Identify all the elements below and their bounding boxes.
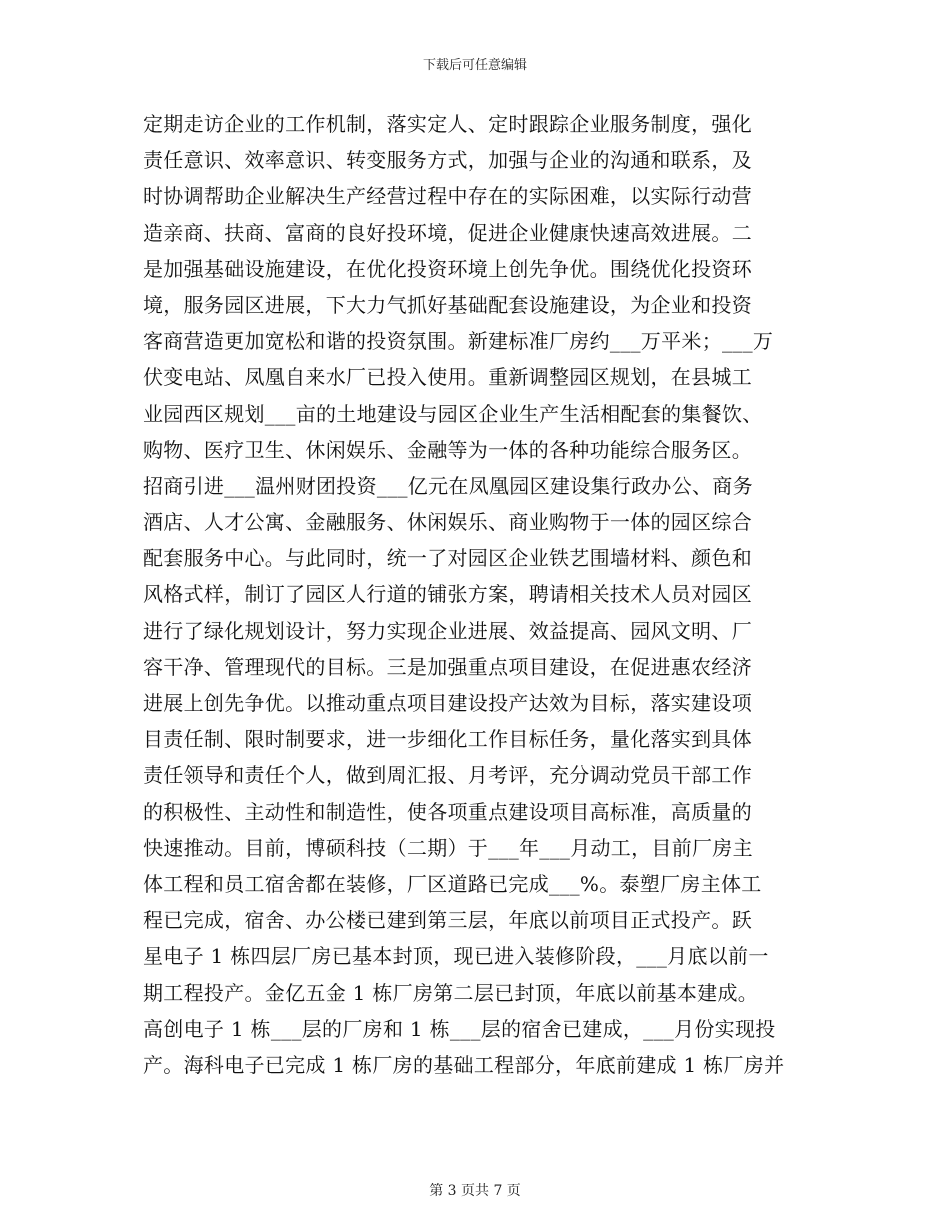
- page-header: 下载后可任意编辑: [422, 58, 527, 73]
- text-line: 目责任制、限时制要求，进一步细化工作目标任务，量化落实到具体: [143, 727, 752, 752]
- text-line: 业园西区规划___亩的土地建设与园区企业生产生活相配套的集餐饮、: [143, 401, 763, 426]
- text-line: 造亲商、扶商、富商的良好投环境，促进企业健康快速高效进展。二: [143, 220, 752, 245]
- text-line: 购物、医疗卫生、休闲娱乐、金融等为一体的各种功能综合服务区。: [143, 437, 752, 462]
- text-line: 配套服务中心。与此同时，统一了对园区企业铁艺围墙材料、颜色和: [143, 546, 752, 571]
- text-line: 是加强基础设施建设，在优化投资环境上创先争优。围绕优化投资环: [143, 256, 752, 281]
- text-line: 高创电子 1 栋___层的厂房和 1 栋___层的宿舍已建成，___月份实现投: [143, 1016, 776, 1041]
- text-line: 容干净、管理现代的目标。三是加强重点项目建设，在促进惠农经济: [143, 654, 752, 679]
- document-body: [143, 106, 823, 1083]
- text-line: 进展上创先争优。以推动重点项目建设投产达效为目标，落实建设项: [143, 691, 752, 715]
- text-line: 招商引进___温州财团投资___亿元在凤凰园区建设集行政办公、商务: [143, 473, 753, 498]
- text-line: 星电子 1 栋四层厂房已基本封顶，现已进入装修阶段，___月底以前一: [143, 944, 769, 969]
- text-line: 产。海科电子已完成 1 栋厂房的基础工程部分，年底前建成 1 栋厂房并: [143, 1052, 785, 1077]
- page-footer: 第 3 页共 7 页: [429, 1183, 521, 1199]
- text-line: 进行了绿化规划设计，努力实现企业进展、效益提高、园风文明、厂: [143, 618, 752, 643]
- text-line: 的积极性、主动性和制造性，使各项重点建设项目高标准，高质量的: [143, 799, 752, 824]
- text-line: 客商营造更加宽松和谐的投资氛围。新建标准厂房约___万平米；___万: [143, 329, 774, 354]
- text-line: 责任领导和责任个人，做到周汇报、月考评，充分调动党员干部工作: [143, 763, 752, 788]
- text-line: 体工程和员工宿舍都在装修，厂区道路已完成___%。泰塑厂房主体工: [143, 871, 762, 896]
- text-line: 风格式样，制订了园区人行道的铺张方案，聘请相关技术人员对园区: [143, 582, 752, 607]
- text-line: 期工程投产。金亿五金 1 栋厂房第二层已封顶，年底以前基本建成。: [143, 980, 759, 1005]
- text-line: 程已完成，宿舍、办公楼已建到第三层，年底以前项目正式投产。跃: [143, 908, 752, 933]
- text-line: 伏变电站、凤凰自来水厂已投入使用。重新调整园区规划，在县城工: [143, 365, 752, 390]
- text-line: 酒店、人才公寓、金融服务、休闲娱乐、商业购物于一体的园区综合: [143, 510, 752, 535]
- text-line: 责任意识、效率意识、转变服务方式，加强与企业的沟通和联系，及: [143, 148, 752, 173]
- text-line: 时协调帮助企业解决生产经营过程中存在的实际困难，以实际行动营: [143, 184, 752, 209]
- text-line: 境，服务园区进展，下大力气抓好基础配套设施建设，为企业和投资: [143, 292, 752, 317]
- text-line: 快速推动。目前，博硕科技（二期）于___年___月动工，目前厂房主: [143, 835, 753, 860]
- text-line: 定期走访企业的工作机制，落实定人、定时跟踪企业服务制度，强化: [143, 112, 752, 136]
